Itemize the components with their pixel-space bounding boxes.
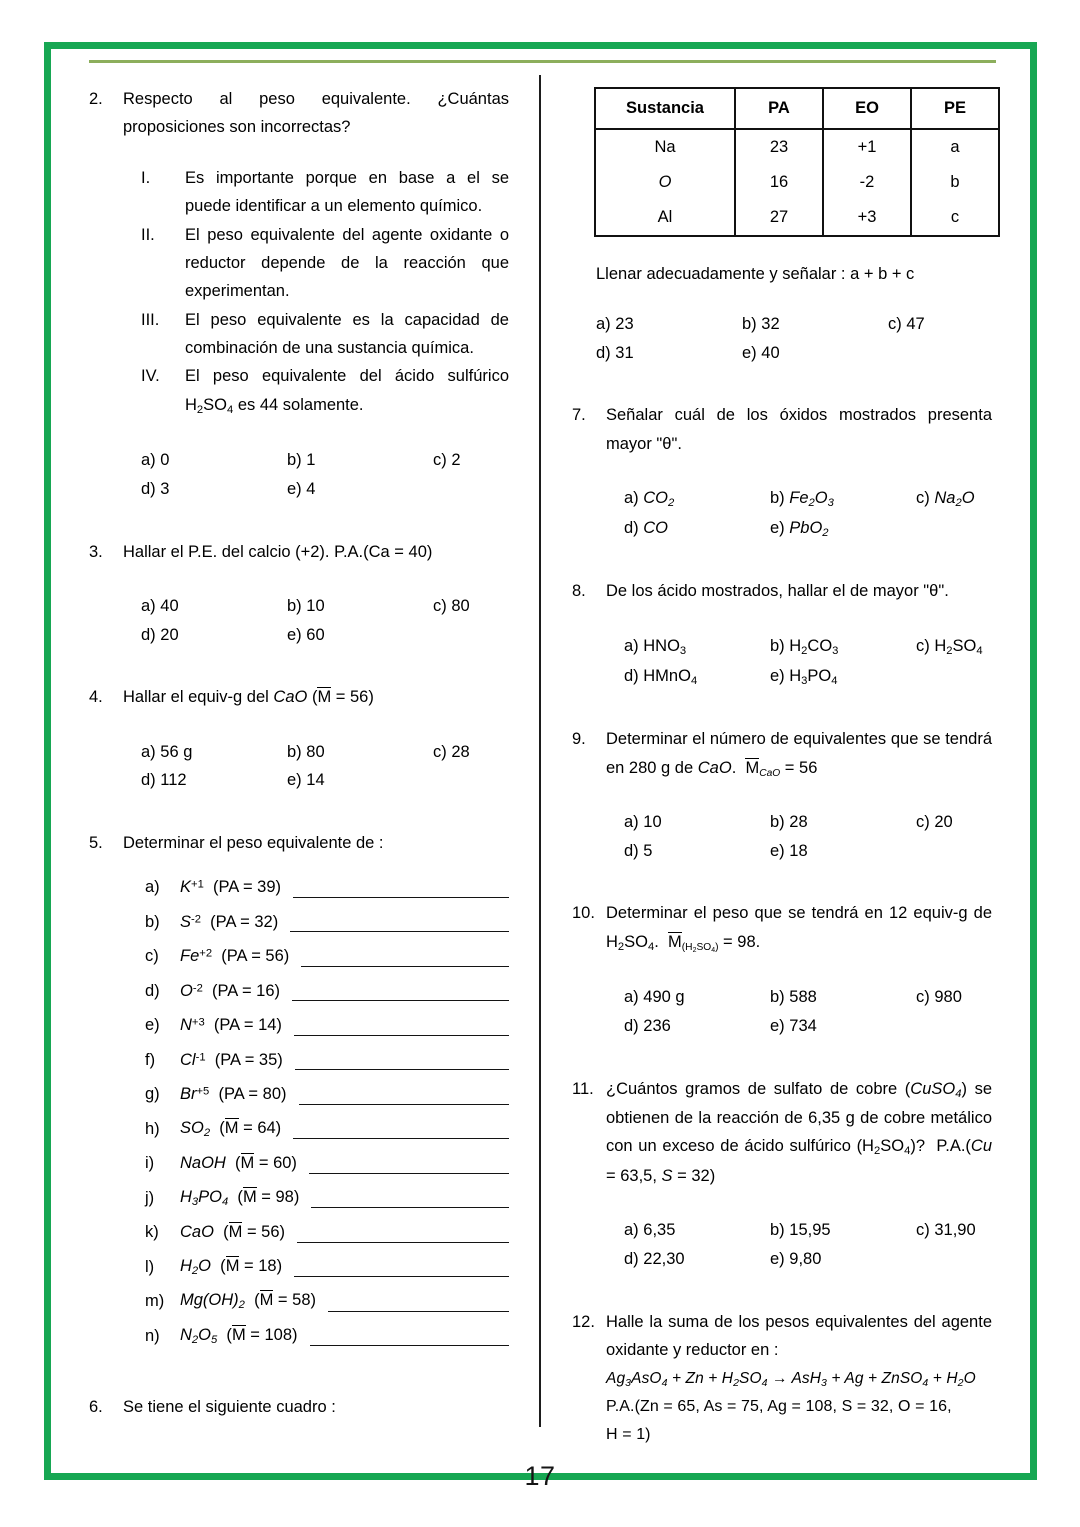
question-5-answer-list — [145, 880, 509, 1351]
item-formula: $SO_2$ (M = 64) — [180, 1118, 282, 1139]
question-7 — [572, 401, 992, 543]
option-value: 47 — [906, 315, 925, 333]
question-11 — [572, 1075, 992, 1274]
blank-item-d — [145, 983, 509, 1005]
option-c[interactable] — [916, 1216, 976, 1245]
option-e[interactable] — [287, 766, 325, 795]
item-letter: c) — [145, 947, 159, 966]
option-d[interactable] — [624, 1012, 770, 1041]
option-value: 31 — [615, 343, 634, 362]
answer-blank-line[interactable] — [293, 1138, 509, 1139]
cell-pa: 27 — [735, 200, 823, 236]
item-letter: l) — [145, 1257, 155, 1276]
table-header-sustancia: Sustancia — [595, 88, 735, 129]
option-value: 5 — [643, 841, 653, 860]
option-row — [141, 475, 509, 504]
proposition-label: II. — [141, 225, 155, 244]
option-row — [624, 514, 992, 544]
question-5 — [89, 829, 509, 1362]
option-key: b) — [770, 988, 785, 1007]
option-c[interactable] — [916, 983, 962, 1012]
option-c[interactable] — [916, 808, 953, 837]
proposition-item — [141, 221, 509, 306]
option-value: 23 — [615, 315, 634, 333]
option-row — [141, 621, 509, 650]
question-10-options — [624, 983, 992, 1040]
proposition-label: III. — [141, 310, 160, 329]
item-letter: j) — [145, 1188, 155, 1207]
option-d[interactable] — [624, 837, 770, 866]
option-key: d) — [624, 1016, 639, 1035]
answer-blank-line[interactable] — [299, 1104, 510, 1105]
option-value: 56 g — [160, 742, 193, 761]
option-value: 14 — [306, 771, 325, 790]
proposition-item — [141, 164, 509, 221]
item-mass-label: (PA = 16) — [212, 981, 281, 1000]
question-9-text: Determinar el número de equivalentes que se tendrá en 280 g de CaO. $M_{CaO} = 56$ — [606, 730, 992, 779]
option-value: 20 — [934, 812, 953, 831]
item-mass-label: (PA = 35) — [214, 1050, 283, 1069]
item-formula: $K^{+1}$ (PA = 39) — [180, 878, 282, 897]
question-7-text: Señalar cuál de los óxidos mostrados presenta mayor "θ". — [606, 406, 992, 453]
answer-blank-line[interactable] — [293, 897, 509, 898]
option-key: e) — [770, 1249, 785, 1268]
option-key: b) — [287, 451, 302, 470]
option-c[interactable] — [888, 310, 925, 339]
blank-item-l — [145, 1256, 509, 1281]
option-row — [624, 808, 992, 837]
option-key: d) — [596, 343, 611, 362]
blank-item-c — [145, 949, 509, 971]
option-a[interactable] — [141, 446, 287, 475]
option-d[interactable] — [624, 1245, 770, 1274]
question-12-equation: $Ag_3AsO_4 + Zn + H_2SO_4 \to AsH_3 + Ag$ + ZnSO$_4$ + $H_2O$ — [606, 1370, 976, 1390]
option-a[interactable] — [624, 1216, 770, 1245]
option-key: a) — [141, 596, 156, 615]
option-value: 40 — [160, 596, 179, 615]
proposition-text: El peso equivalente es la capacidad de combinación de una sustancia química. — [185, 310, 509, 357]
option-row — [624, 1012, 992, 1041]
option-b[interactable] — [287, 446, 433, 475]
option-b[interactable] — [287, 738, 433, 767]
question-3-options — [141, 592, 509, 649]
option-value: 60 — [306, 625, 325, 644]
option-key: d) — [624, 1249, 639, 1268]
option-key: c) — [433, 596, 447, 615]
table-header-eo: EO — [823, 88, 911, 129]
answer-blank-line[interactable] — [311, 1207, 509, 1208]
question-6-text: Se tiene el siguiente cuadro : — [123, 1397, 336, 1416]
question-12 — [572, 1308, 992, 1448]
question-4-text: Hallar el equiv-g del CaO (M = 56) — [123, 688, 374, 707]
item-letter: e) — [145, 1016, 160, 1035]
option-key: b) — [742, 315, 757, 333]
question-9-options — [624, 808, 992, 865]
option-value: 980 — [934, 988, 962, 1007]
cell-eo: +3 — [823, 200, 911, 236]
item-formula: $N^{+3}$ (PA = 14) — [180, 1016, 282, 1035]
option-value: 20 — [160, 625, 179, 644]
option-a[interactable] — [141, 738, 287, 767]
item-formula: $H_2O$ (M = 18) — [180, 1256, 283, 1277]
option-value: 18 — [789, 841, 808, 860]
cell-sustancia: Na — [595, 129, 735, 165]
question-2 — [89, 85, 509, 504]
answer-blank-line[interactable] — [328, 1311, 509, 1312]
cell-pa: 23 — [735, 129, 823, 165]
proposition-label: IV. — [141, 367, 160, 386]
answer-blank-line[interactable] — [301, 966, 509, 967]
option-e[interactable] — [287, 621, 325, 650]
cell-eo: +1 — [823, 129, 911, 165]
option-row — [624, 662, 992, 692]
option-key: e) — [770, 1016, 785, 1035]
question-9-number: 9. — [572, 730, 586, 749]
proposition-label: I. — [141, 168, 151, 187]
question-5-text: Determinar el peso equivalente de : — [123, 834, 384, 853]
option-c[interactable] — [433, 738, 470, 767]
table-header-row — [595, 88, 999, 129]
option-e[interactable] — [770, 1245, 821, 1274]
question-4-options — [141, 738, 509, 795]
item-letter: k) — [145, 1223, 159, 1242]
item-letter: b) — [145, 912, 160, 931]
blank-item-j — [145, 1187, 509, 1212]
answer-blank-line[interactable] — [290, 931, 509, 932]
option-value: 22,30 — [643, 1249, 685, 1268]
option-c[interactable] — [433, 592, 470, 621]
option-e[interactable] — [770, 1012, 817, 1041]
substance-data-table — [594, 87, 1000, 237]
option-value: 80 — [451, 596, 470, 615]
option-row — [141, 766, 509, 795]
answer-blank-line[interactable] — [295, 1069, 509, 1070]
option-row — [141, 592, 509, 621]
answer-blank-line[interactable] — [294, 1276, 509, 1277]
option-a[interactable] — [141, 592, 287, 621]
question-2-proposition-list — [141, 164, 509, 420]
item-formula: $Fe^{+2}$ (PA = 56) — [180, 947, 290, 966]
page-content — [89, 60, 996, 1464]
option-row — [624, 1245, 992, 1274]
option-key: c) — [916, 812, 930, 831]
option-b[interactable]: b) $H_2CO_3$ — [770, 636, 839, 657]
option-e[interactable] — [287, 475, 315, 504]
option-key: b) — [770, 812, 785, 831]
blank-item-n — [145, 1325, 509, 1350]
question-12-number: 12. — [572, 1312, 595, 1331]
option-a[interactable] — [624, 983, 770, 1012]
question-6-number: 6. — [89, 1397, 103, 1416]
option-b[interactable] — [770, 1216, 916, 1245]
option-b[interactable] — [770, 983, 916, 1012]
proposition-text — [185, 362, 509, 420]
question-7-options — [624, 484, 992, 543]
option-b[interactable] — [287, 592, 433, 621]
option-row — [624, 837, 992, 866]
option-row — [624, 983, 992, 1012]
option-key: d) — [141, 625, 156, 644]
option-d[interactable] — [141, 621, 287, 650]
option-key: c) — [916, 1221, 930, 1240]
option-c[interactable]: c) $H_2SO_4$ — [916, 636, 983, 657]
option-d[interactable] — [141, 766, 287, 795]
item-letter: n) — [145, 1326, 160, 1345]
option-row — [624, 1216, 992, 1245]
item-letter: f) — [145, 1050, 156, 1069]
molar-mass-symbol: M — [317, 688, 332, 707]
blank-item-f — [145, 1052, 509, 1074]
question-10 — [572, 899, 992, 1040]
option-row — [141, 738, 509, 767]
table-row — [595, 165, 999, 200]
question-8 — [572, 577, 992, 691]
option-value: 10 — [306, 596, 325, 615]
option-value: 4 — [306, 479, 316, 498]
formula-cao: CaO — [273, 688, 308, 707]
option-value: 236 — [643, 1016, 671, 1035]
question-5-number: 5. — [89, 834, 103, 853]
option-key: e) — [287, 625, 302, 644]
option-value: 588 — [789, 988, 817, 1007]
option-key: e) — [770, 841, 785, 860]
option-value: 31,90 — [934, 1221, 976, 1240]
question-7-number: 7. — [572, 406, 586, 425]
question-11-number: 11. — [572, 1079, 594, 1098]
question-6 — [89, 1393, 509, 1421]
question-2-text: Respecto al peso equivalente. ¿Cuántas proposiciones son incorrectas? — [123, 90, 509, 137]
proposition-text: El peso equivalente del agente oxidante o reductor depende de la reacción que experimentan. — [185, 225, 509, 301]
item-formula: $Mg(OH)_2$ (M = 58) — [180, 1291, 316, 1312]
option-key: d) — [141, 479, 156, 498]
blank-item-h — [145, 1118, 509, 1143]
question-10-number: 10. — [572, 904, 595, 923]
proposition-item — [141, 306, 509, 363]
option-key: c) — [916, 988, 930, 1007]
table-instruction: Llenar adecuadamente y señalar : a + b + c — [596, 265, 915, 283]
option-a[interactable] — [596, 310, 742, 339]
blank-item-m — [145, 1291, 509, 1316]
answer-blank-line[interactable] — [297, 1242, 509, 1243]
option-key: c) — [888, 315, 902, 333]
cell-sustancia: Al — [595, 200, 735, 236]
option-key: a) — [141, 742, 156, 761]
option-d[interactable] — [596, 339, 742, 368]
option-key: b) — [770, 1221, 785, 1240]
item-letter: d) — [145, 981, 160, 1000]
table-row — [595, 200, 999, 236]
option-key: e) — [287, 479, 302, 498]
option-row — [624, 632, 992, 662]
item-mass-label: (PA = 56) — [221, 947, 290, 966]
option-key: e) — [742, 343, 757, 362]
item-formula: NaOH (M = 60) — [180, 1154, 297, 1173]
proposition-text-suffix: es 44 solamente. — [237, 395, 364, 414]
question-12-atomic-weights-line2: H = 1) — [606, 1425, 651, 1443]
cell-pe: b — [911, 165, 999, 200]
option-value: 28 — [789, 812, 808, 831]
blank-item-a — [145, 880, 509, 902]
question-11-options — [624, 1216, 992, 1273]
item-mass-label: (PA = 39) — [212, 878, 282, 897]
option-c[interactable] — [433, 446, 461, 475]
question-2-number: 2. — [89, 90, 103, 108]
cell-eo: -2 — [823, 165, 911, 200]
item-formula: $Br^{+5}$ (PA = 80) — [180, 1085, 287, 1104]
two-column-layout — [89, 85, 996, 1464]
option-e[interactable] — [742, 339, 780, 368]
question-12-atomic-weights-line1: P.A.(Zn = 65, As = 75, Ag = 108, S = 32, O = 16, — [606, 1398, 952, 1415]
cell-pe: a — [911, 129, 999, 165]
option-d[interactable] — [141, 475, 287, 504]
option-value: 32 — [761, 315, 780, 333]
option-key: b) — [287, 596, 302, 615]
item-formula: $O^{-2}$ (PA = 16) — [180, 981, 281, 1000]
table-header-pa: PA — [735, 88, 823, 129]
option-value: 10 — [643, 812, 662, 831]
blank-item-g — [145, 1087, 509, 1109]
option-e[interactable]: e) $H_3PO_4$ — [770, 666, 838, 687]
option-b[interactable] — [742, 310, 888, 339]
item-formula: $H_3PO_4$ (M = 98) — [180, 1187, 300, 1208]
option-key: d) — [141, 771, 156, 790]
item-letter: g) — [145, 1085, 160, 1104]
question-8-number: 8. — [572, 582, 586, 601]
option-b[interactable] — [770, 808, 916, 837]
option-key: d) — [624, 841, 639, 860]
header-rule — [89, 60, 996, 63]
option-value: 2 — [451, 451, 461, 470]
option-value: 9,80 — [789, 1249, 822, 1268]
proposition-text: Es importante porque en base a el se puede identificar a un elemento químico. — [185, 168, 509, 216]
cell-pa: 16 — [735, 165, 823, 200]
item-letter: i) — [145, 1154, 155, 1173]
column-divider — [539, 75, 541, 1427]
question-6-options — [596, 310, 992, 367]
option-value: 40 — [761, 343, 780, 362]
proposition-item — [141, 362, 509, 420]
table-row — [595, 129, 999, 165]
right-column — [572, 85, 992, 1464]
blank-item-k — [145, 1225, 509, 1247]
option-key: a) — [596, 315, 611, 333]
option-value: 0 — [160, 451, 170, 470]
item-letter: a) — [145, 878, 160, 897]
option-key: c) — [433, 451, 447, 470]
table-header-pe: PE — [911, 88, 999, 129]
question-3 — [89, 538, 509, 650]
question-9 — [572, 725, 992, 865]
item-mass-label: (PA = 32) — [210, 912, 279, 931]
option-row — [596, 310, 992, 339]
option-d[interactable]: d) CO — [624, 518, 669, 537]
question-11-text: ¿Cuántos gramos de sulfato de cobre (CuSO$_4$) se obtienen de la reacción de 6,35 g de cobre metálico con un exceso de ácido sulfúrico $(H_2SO_4)$? P.A.(Cu = 63,5, S = 32) — [606, 1079, 993, 1185]
question-10-text: Determinar el peso que se tendrá en 12 equiv-g de $H_2SO_4$. $M_{(H_2SO_4)} = 98$. — [606, 904, 992, 954]
option-value: 490 g — [643, 988, 685, 1007]
option-value: 80 — [306, 742, 325, 761]
option-e[interactable]: e) PbO$_2$ — [770, 518, 829, 539]
option-value: 734 — [789, 1016, 817, 1035]
option-a[interactable] — [624, 808, 770, 837]
question-4-number: 4. — [89, 688, 103, 707]
page-number: 17 — [524, 1461, 556, 1491]
question-2-options — [141, 446, 509, 503]
item-mass-label: (PA = 14) — [213, 1016, 282, 1035]
option-key: a) — [624, 812, 639, 831]
proposition-text-prefix: El peso equivalente del ácido sulfúrico — [185, 367, 509, 386]
item-mass-label: (PA = 80) — [218, 1085, 287, 1104]
left-column — [89, 85, 509, 1437]
answer-blank-line[interactable] — [294, 1035, 509, 1036]
option-row — [624, 484, 992, 514]
item-formula: CaO (M = 56) — [180, 1223, 286, 1242]
item-formula: $S^{-2}$ (PA = 32) — [180, 912, 279, 931]
option-d[interactable]: d) HMnO$_4$ — [624, 666, 698, 687]
question-3-number: 3. — [89, 542, 103, 561]
option-value: 15,95 — [789, 1221, 831, 1240]
item-letter: m) — [145, 1292, 165, 1311]
option-value: 112 — [160, 771, 187, 790]
option-key: c) — [433, 742, 447, 761]
item-formula: $Cl^{-1}$ (PA = 35) — [180, 1050, 283, 1069]
question-8-options — [624, 632, 992, 691]
option-value: 6,35 — [643, 1221, 676, 1240]
blank-item-e — [145, 1018, 509, 1040]
answer-blank-line[interactable] — [292, 1000, 509, 1001]
option-key: a) — [624, 988, 639, 1007]
option-row — [141, 446, 509, 475]
option-value: 1 — [306, 451, 316, 470]
answer-blank-line[interactable] — [309, 1173, 509, 1174]
item-formula: $N_2O_5$ (M = 108) — [180, 1325, 298, 1346]
option-a[interactable]: a) $CO_2$ — [624, 489, 675, 510]
option-value: 3 — [160, 479, 170, 498]
option-row — [596, 339, 992, 368]
option-value: 28 — [451, 742, 470, 761]
cell-pe: c — [911, 200, 999, 236]
option-key: e) — [287, 771, 302, 790]
option-c[interactable]: c) $Na_2O$ — [916, 489, 975, 510]
question-3-text: Hallar el P.E. del calcio (+2). P.A.(Ca = 40) — [123, 542, 433, 561]
cell-sustancia: O — [595, 165, 735, 200]
blank-item-i — [145, 1156, 509, 1178]
answer-blank-line[interactable] — [310, 1345, 509, 1346]
option-a[interactable]: a) $HNO_3$ — [624, 636, 687, 657]
option-key: a) — [141, 451, 156, 470]
option-b[interactable]: b) $Fe_2O_3$ — [770, 489, 834, 510]
question-12-text: Halle la suma de los pesos equivalentes del agente oxidante y reductor en : — [606, 1312, 992, 1359]
question-4 — [89, 683, 509, 795]
option-key: a) — [624, 1221, 639, 1240]
item-letter: h) — [145, 1119, 160, 1138]
blank-item-b — [145, 914, 509, 936]
question-8-text: De los ácido mostrados, hallar el de mayor "θ". — [606, 582, 949, 601]
option-e[interactable] — [770, 837, 808, 866]
formula-h2so4: $H_2SO_4$ — [185, 395, 234, 416]
option-key: b) — [287, 742, 302, 761]
